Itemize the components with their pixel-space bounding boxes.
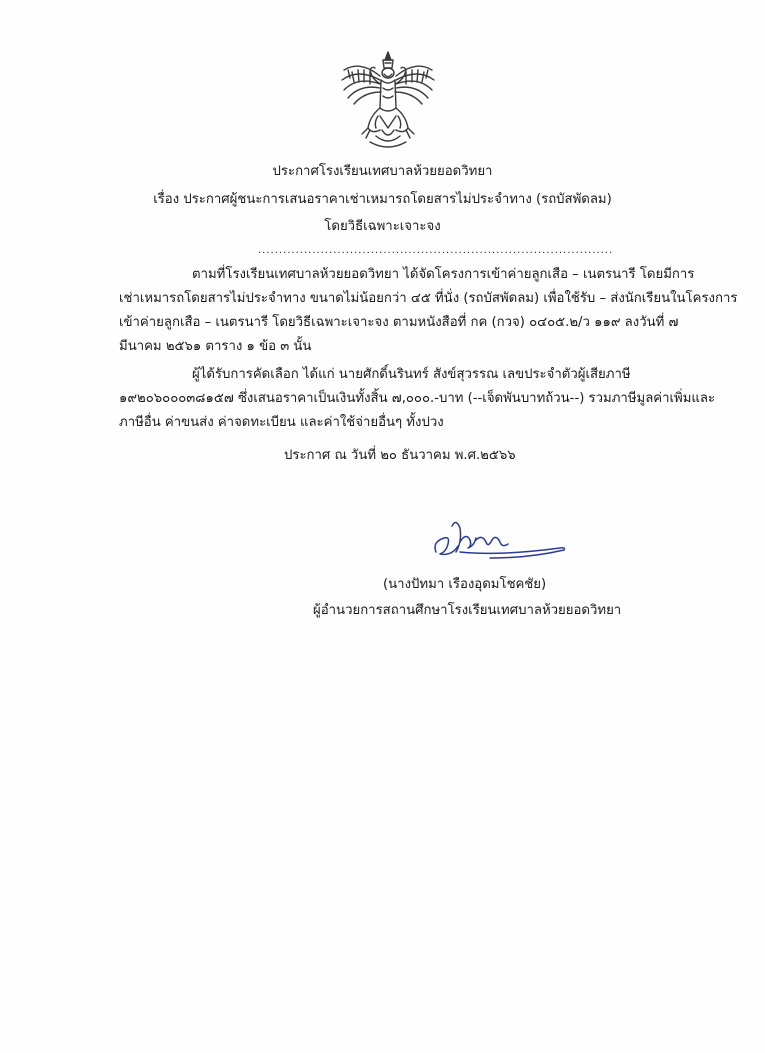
garuda-emblem-icon <box>340 50 436 152</box>
signer-title: ผู้อำนวยการสถานศึกษาโรงเรียนเทศบาลห้วยยอดวิทยา <box>313 603 622 618</box>
paragraph-line: เช่าเหมารถโดยสารไม่ประจำทาง ขนาดไม่น้อยกว่า ๔๕ ที่นั่ง (รถบัสพัดลม) เพื่อใช้รับ – ส่งนักเรียนในโครงการ <box>119 291 738 306</box>
paragraph-line: ตามที่โรงเรียนเทศบาลห้วยยอดวิทยา ได้จัดโครงการเข้าค่ายลูกเสือ – เนตรนารี โดยมีการ <box>192 267 695 282</box>
announcement-title: ประกาศโรงเรียนเทศบาลห้วยยอดวิทยา <box>272 164 493 179</box>
paragraph-line: เข้าค่ายลูกเสือ – เนตรนารี โดยวิธีเฉพาะเจาะจง ตามหนังสือที่ กค (กวจ) ๐๔๐๕.๒/ว ๑๑๙ ลงวันที่ ๗ <box>119 315 679 330</box>
announcement-subject: เรื่อง ประกาศผู้ชนะการเสนอราคาเช่าเหมารถโดยสารไม่ประจำทาง (รถบัสพัดลม) <box>153 192 612 207</box>
handwritten-signature <box>430 512 570 564</box>
paragraph-line: ภาษีอื่น ค่าขนส่ง ค่าจดทะเบียน และค่าใช้จ่ายอื่นๆ ทั้งปวง <box>119 415 444 430</box>
dotted-separator: ..................................................................................... <box>258 245 614 256</box>
paragraph-project <box>119 263 738 359</box>
paragraph-line: มีนาคม ๒๕๖๑ ตาราง ๑ ข้อ ๓ นั้น <box>119 339 312 354</box>
paragraph-line: ๑๙๒๐๖๐๐๐๓๘๑๕๗ ซึ่งเสนอราคาเป็นเงินทั้งสิ้น ๗,๐๐๐.-บาท (--เจ็ดพันบาทถ้วน--) รวมภาษีมูลค่าเพิ่มและ <box>119 391 716 406</box>
paragraph-line: ผู้ได้รับการคัดเลือก ได้แก่ นายศักดิ์นรินทร์ สังข์สุวรรณ เลขประจำตัวผู้เสียภาษี <box>192 367 631 382</box>
paragraph-winner <box>119 363 716 435</box>
procurement-method: โดยวิธีเฉพาะเจาะจง <box>324 219 441 234</box>
signer-name: (นางปัทมา เรืองอุดมโชคชัย) <box>383 577 547 592</box>
announcement-date: ประกาศ ณ วันที่ ๒๐ ธันวาคม พ.ศ.๒๕๖๖ <box>284 448 516 463</box>
